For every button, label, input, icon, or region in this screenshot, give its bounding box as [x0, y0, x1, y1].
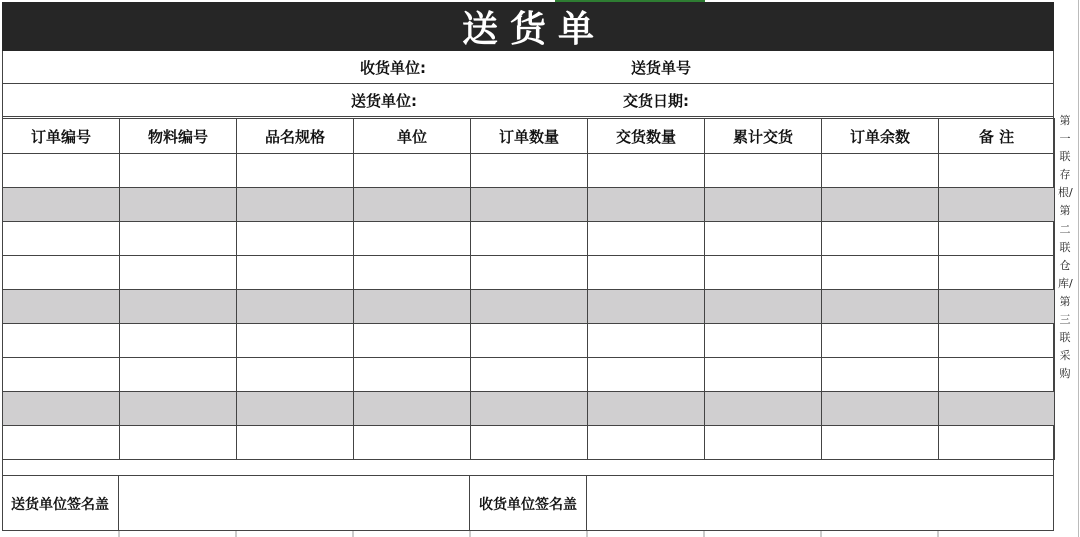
column-header: 订单编号	[3, 119, 120, 154]
table-cell[interactable]	[120, 154, 237, 188]
table-cell[interactable]	[588, 426, 705, 460]
table-cell[interactable]	[3, 290, 120, 324]
table-row	[3, 256, 1055, 290]
delivery-date-label: 交货日期:	[623, 92, 689, 110]
table-header-row	[3, 119, 1055, 154]
column-header: 单位	[354, 119, 471, 154]
receiver-sign-area[interactable]	[587, 476, 1054, 531]
table-cell[interactable]	[822, 154, 939, 188]
table-cell[interactable]	[120, 324, 237, 358]
column-header: 订单余数	[822, 119, 939, 154]
table-row	[3, 222, 1055, 256]
table-cell[interactable]	[354, 358, 471, 392]
table-cell[interactable]	[705, 358, 822, 392]
table-cell[interactable]	[471, 392, 588, 426]
column-header: 交货数量	[588, 119, 705, 154]
column-header: 品名规格	[237, 119, 354, 154]
table-cell[interactable]	[822, 256, 939, 290]
table-cell[interactable]	[237, 222, 354, 256]
table-cell[interactable]	[237, 324, 354, 358]
signature-row	[2, 475, 1054, 531]
table-cell[interactable]	[939, 256, 1055, 290]
table-row	[3, 154, 1055, 188]
table-cell[interactable]	[3, 154, 120, 188]
table-cell[interactable]	[237, 290, 354, 324]
table-row	[3, 324, 1055, 358]
sender-sign-label: 送货单位签名盖	[2, 476, 119, 531]
table-cell[interactable]	[705, 256, 822, 290]
table-cell[interactable]	[471, 426, 588, 460]
table-cell[interactable]	[354, 222, 471, 256]
table-cell[interactable]	[354, 392, 471, 426]
table-cell[interactable]	[120, 188, 237, 222]
table-cell[interactable]	[120, 426, 237, 460]
sender-row	[2, 84, 1054, 117]
table-cell[interactable]	[588, 256, 705, 290]
table-cell[interactable]	[471, 188, 588, 222]
table-cell[interactable]	[939, 188, 1055, 222]
form-title: 送货单	[461, 9, 606, 50]
table-cell[interactable]	[588, 358, 705, 392]
table-cell[interactable]	[120, 290, 237, 324]
table-cell[interactable]	[120, 222, 237, 256]
table-cell[interactable]	[471, 154, 588, 188]
table-cell[interactable]	[705, 426, 822, 460]
table-cell[interactable]	[705, 392, 822, 426]
table-cell[interactable]	[939, 154, 1055, 188]
table-cell[interactable]	[354, 154, 471, 188]
receiver-label: 收货单位:	[360, 59, 426, 77]
title-bar	[2, 2, 1054, 51]
table-cell[interactable]	[3, 358, 120, 392]
table-cell[interactable]	[588, 222, 705, 256]
table-row	[3, 426, 1055, 460]
table-cell[interactable]	[822, 188, 939, 222]
table-row	[3, 392, 1055, 426]
table-cell[interactable]	[237, 392, 354, 426]
column-header: 累计交货	[705, 119, 822, 154]
table-cell[interactable]	[471, 324, 588, 358]
receiver-row	[2, 51, 1054, 84]
copy-note: 第一联存根/第二联仓库/第三联采购	[1058, 114, 1073, 381]
table-cell[interactable]	[120, 256, 237, 290]
table-cell[interactable]	[588, 324, 705, 358]
table-cell[interactable]	[237, 188, 354, 222]
table-cell[interactable]	[237, 154, 354, 188]
table-cell[interactable]	[354, 256, 471, 290]
bottom-gridlines	[0, 531, 1080, 537]
table-cell[interactable]	[588, 188, 705, 222]
right-gridline	[1078, 0, 1079, 537]
table-cell[interactable]	[822, 222, 939, 256]
table-cell[interactable]	[822, 290, 939, 324]
table-cell[interactable]	[939, 290, 1055, 324]
table-cell[interactable]	[3, 426, 120, 460]
table-cell[interactable]	[471, 358, 588, 392]
table-cell[interactable]	[3, 256, 120, 290]
table-cell[interactable]	[705, 222, 822, 256]
table-cell[interactable]	[822, 426, 939, 460]
sender-label: 送货单位:	[351, 92, 417, 110]
table-cell[interactable]	[705, 154, 822, 188]
table-cell[interactable]	[237, 358, 354, 392]
table-cell[interactable]	[705, 188, 822, 222]
table-cell[interactable]	[822, 324, 939, 358]
table-cell[interactable]	[3, 392, 120, 426]
table-cell[interactable]	[705, 290, 822, 324]
table-cell[interactable]	[471, 256, 588, 290]
column-header: 订单数量	[471, 119, 588, 154]
table-cell[interactable]	[354, 290, 471, 324]
table-cell[interactable]	[939, 222, 1055, 256]
table-cell[interactable]	[939, 426, 1055, 460]
table-cell[interactable]	[237, 426, 354, 460]
table-cell[interactable]	[354, 188, 471, 222]
table-cell[interactable]	[120, 392, 237, 426]
table-body	[3, 154, 1055, 460]
table-cell[interactable]	[3, 222, 120, 256]
sender-sign-area[interactable]	[119, 476, 470, 531]
table-cell[interactable]	[354, 426, 471, 460]
delivery-no-label: 送货单号	[631, 59, 692, 77]
table-cell[interactable]	[471, 290, 588, 324]
table-cell[interactable]	[822, 392, 939, 426]
table-cell[interactable]	[588, 154, 705, 188]
item-table	[2, 118, 1055, 460]
table-cell[interactable]	[822, 358, 939, 392]
table-cell[interactable]	[120, 358, 237, 392]
table-cell[interactable]	[588, 290, 705, 324]
table-cell[interactable]	[237, 256, 354, 290]
table-cell[interactable]	[471, 222, 588, 256]
table-cell[interactable]	[939, 358, 1055, 392]
table-row	[3, 290, 1055, 324]
table-cell[interactable]	[354, 324, 471, 358]
table-cell[interactable]	[3, 188, 120, 222]
table-cell[interactable]	[3, 324, 120, 358]
column-header: 备 注	[939, 119, 1055, 154]
table-row	[3, 358, 1055, 392]
table-cell[interactable]	[588, 392, 705, 426]
table-cell[interactable]	[705, 324, 822, 358]
table-cell[interactable]	[939, 324, 1055, 358]
table-row	[3, 188, 1055, 222]
table-cell[interactable]	[939, 392, 1055, 426]
column-header: 物料编号	[120, 119, 237, 154]
receiver-sign-label: 收货单位签名盖	[470, 476, 587, 531]
